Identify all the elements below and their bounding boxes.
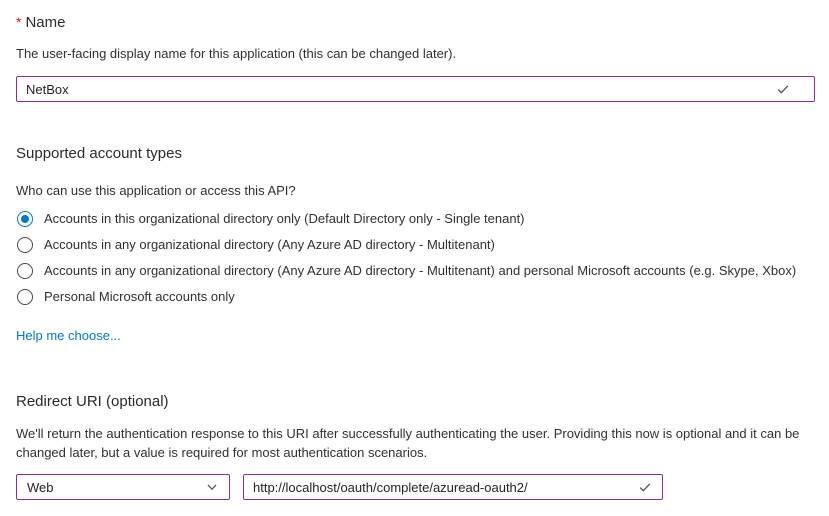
platform-select-value: Web: [27, 479, 54, 495]
name-input-row: [16, 76, 815, 102]
radio-option-label: Accounts in this organizational directory only (Default Directory only - Single tenant): [44, 211, 525, 226]
redirect-uri-title: Redirect URI (optional): [16, 393, 169, 410]
required-asterisk: *: [16, 14, 22, 30]
name-input[interactable]: [16, 76, 815, 102]
platform-select-dropdown[interactable]: [16, 474, 230, 500]
radio-button-icon[interactable]: [17, 289, 33, 305]
radio-button-icon[interactable]: [17, 211, 33, 227]
radio-button-icon[interactable]: [17, 263, 33, 279]
name-field-description: The user-facing display name for this application (this can be changed later).: [16, 46, 457, 61]
redirect-uri-row: [16, 474, 815, 500]
radio-option-label: Personal Microsoft accounts only: [44, 289, 235, 304]
account-types-question: Who can use this application or access this API?: [16, 183, 296, 198]
redirect-uri-input-wrap: [243, 474, 663, 500]
radio-option-multitenant-personal[interactable]: [16, 258, 815, 284]
radio-button-icon[interactable]: [17, 237, 33, 253]
radio-option-label: Accounts in any organizational directory (Any Azure AD directory - Multitenant) and personal Microsoft accounts (e.g. Skype, Xbox): [44, 263, 797, 278]
supported-account-types-title: Supported account types: [16, 145, 182, 162]
redirect-uri-description: We'll return the authentication response to this URI after successfully authenticating the user. Providing this now is optional and it can be changed later, but a value is required for most authentication scenarios.: [16, 426, 800, 460]
radio-option-multitenant[interactable]: [16, 232, 815, 258]
chevron-down-icon: [205, 480, 219, 494]
radio-option-single-tenant[interactable]: [16, 206, 815, 232]
help-me-choose-link[interactable]: Help me choose...: [16, 328, 121, 343]
radio-option-label: Accounts in any organizational directory (Any Azure AD directory - Multitenant): [44, 237, 495, 252]
account-types-radio-group: [16, 206, 815, 310]
name-field-label: [16, 12, 815, 33]
radio-option-personal-only[interactable]: [16, 284, 815, 310]
name-label-text: Name: [25, 14, 66, 31]
redirect-uri-input[interactable]: [243, 474, 663, 500]
